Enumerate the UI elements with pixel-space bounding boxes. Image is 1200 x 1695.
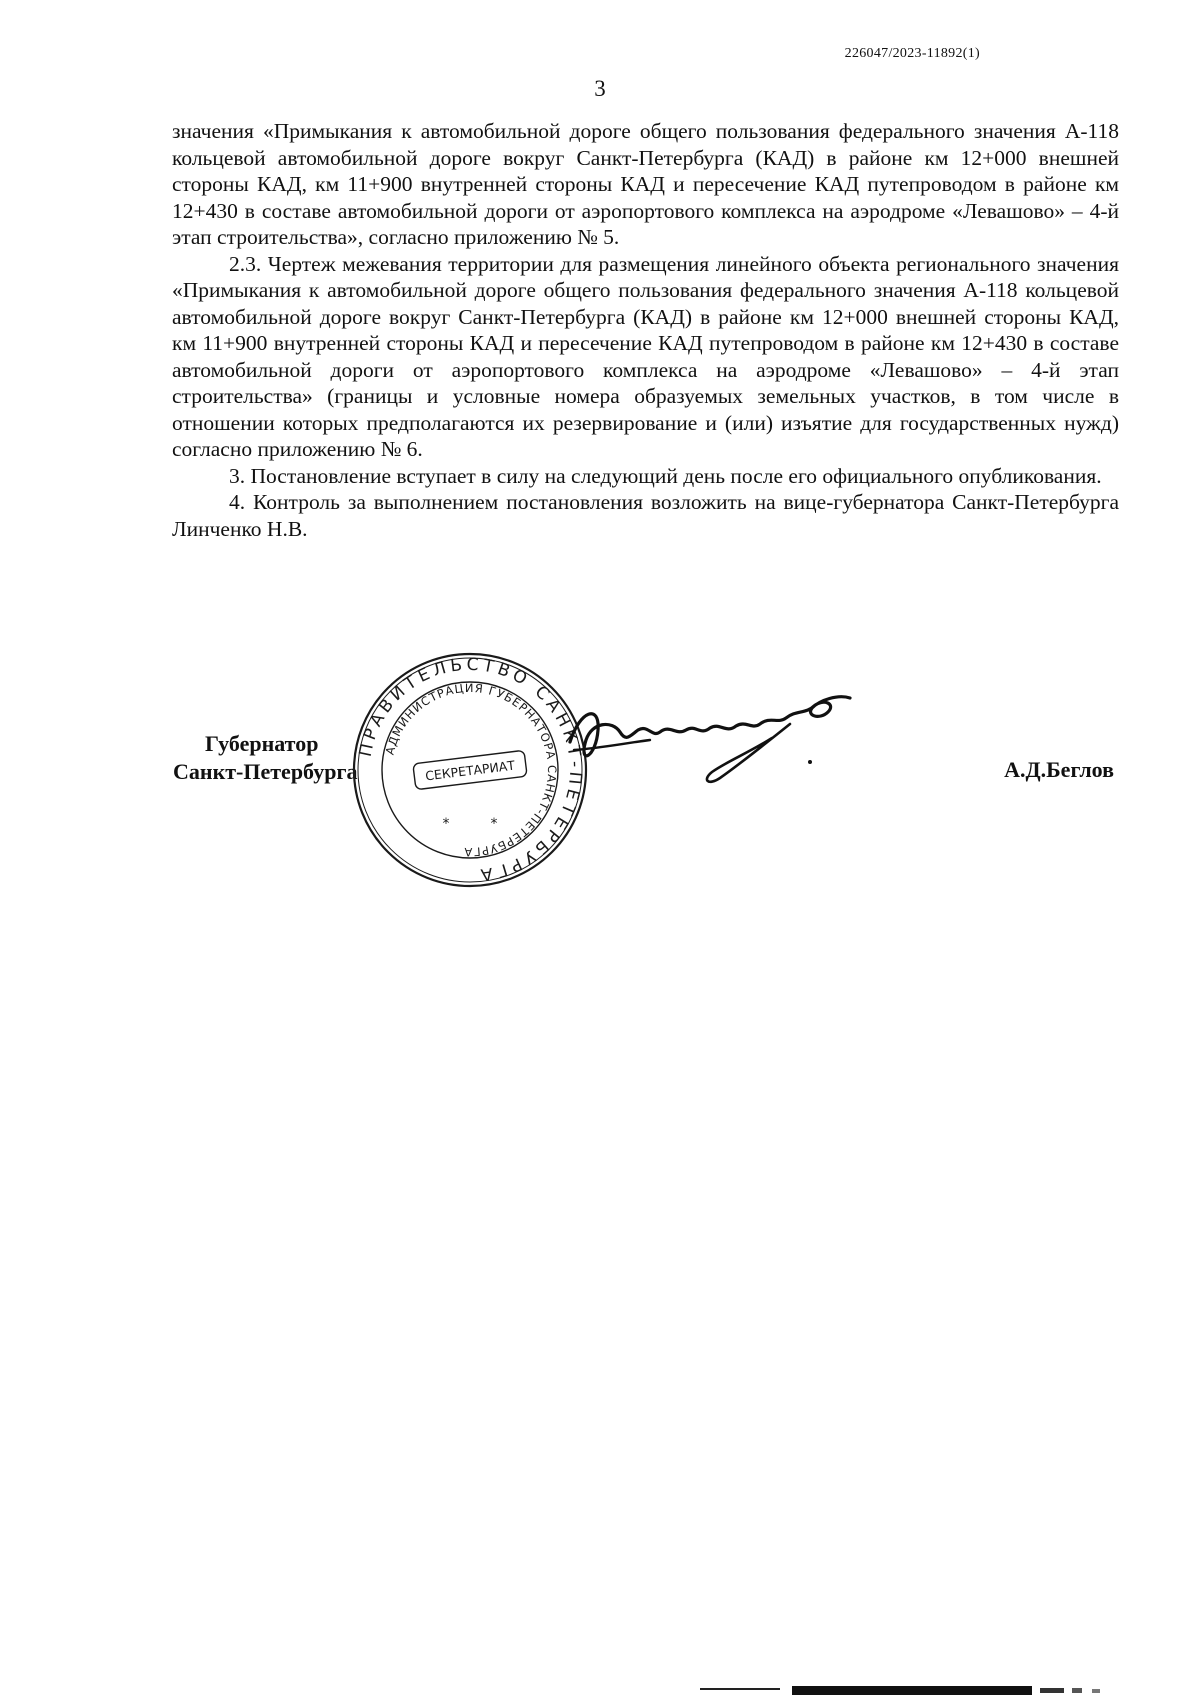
seal-outer-text: ПРАВИТЕЛЬСТВО САНКТ-ПЕТЕРБУРГА: [355, 654, 586, 885]
signatory-name: А.Д.Беглов: [1004, 757, 1114, 782]
document-id: 226047/2023-11892(1): [844, 46, 980, 61]
document-body: [172, 118, 1119, 542]
official-seal-stamp: [350, 650, 590, 890]
page-number: 3: [594, 76, 606, 101]
scan-edge-marks: [700, 1684, 1140, 1695]
position-city: Санкт-Петербурга: [173, 759, 358, 784]
paragraph-continuation: значения «Примыкания к автомобильной дороге общего пользования федерального значения А-118 кольцевой автомобильной дороге вокруг Санкт-Петербурга (КАД) в районе км 12+000 внешней стороны КАД, км 11+900 внутренней стороны КАД и пересечение КАД путепроводом в районе км 12+430 в составе автомобильной дороги от аэропортового комплекса на аэродроме «Левашово» – 4-й этап строительства», согласно приложению № 5.: [172, 119, 1119, 249]
seal-inner-text: АДМИНИСТРАЦИЯ ГУБЕРНАТОРА САНКТ-ПЕТЕРБУРГА: [382, 680, 560, 860]
seal-center-text: СЕКРЕТАРИАТ: [424, 757, 516, 784]
signatory-position: [173, 730, 357, 786]
handwritten-signature: [560, 680, 900, 800]
paragraph-3: 3. Постановление вступает в силу на следующий день после его официального опубликования.: [229, 463, 1102, 488]
position-title: Губернатор: [205, 731, 319, 756]
paragraph-4: 4. Контроль за выполнением постановления возложить на вице-губернатора Санкт-Петербурга Линченко Н.В.: [172, 490, 1119, 541]
seal-star-left-icon: *: [442, 816, 450, 832]
paragraph-2-3: 2.3. Чертеж межевания территории для размещения линейного объекта регионального значения «Примыкания к автомобильной дороге общего пользования федерального значения А-118 кольцевой автомобильной дороге вокруг Санкт-Петербурга (КАД) в районе км 12+000 внешней стороны КАД, км 11+900 внутренней стороны КАД и пересечение КАД путепроводом в районе км 12+430 в составе автомобильной дороги от аэропортового комплекса на аэродроме «Левашово» – 4-й этап строительства» (границы и условные номера образуемых земельных участков, в том числе в отношении которых предполагаются их резервирование и (или) изъятие для государственных нужд) согласно приложению № 6.: [172, 251, 1119, 461]
seal-star-right-icon: *: [490, 816, 498, 832]
